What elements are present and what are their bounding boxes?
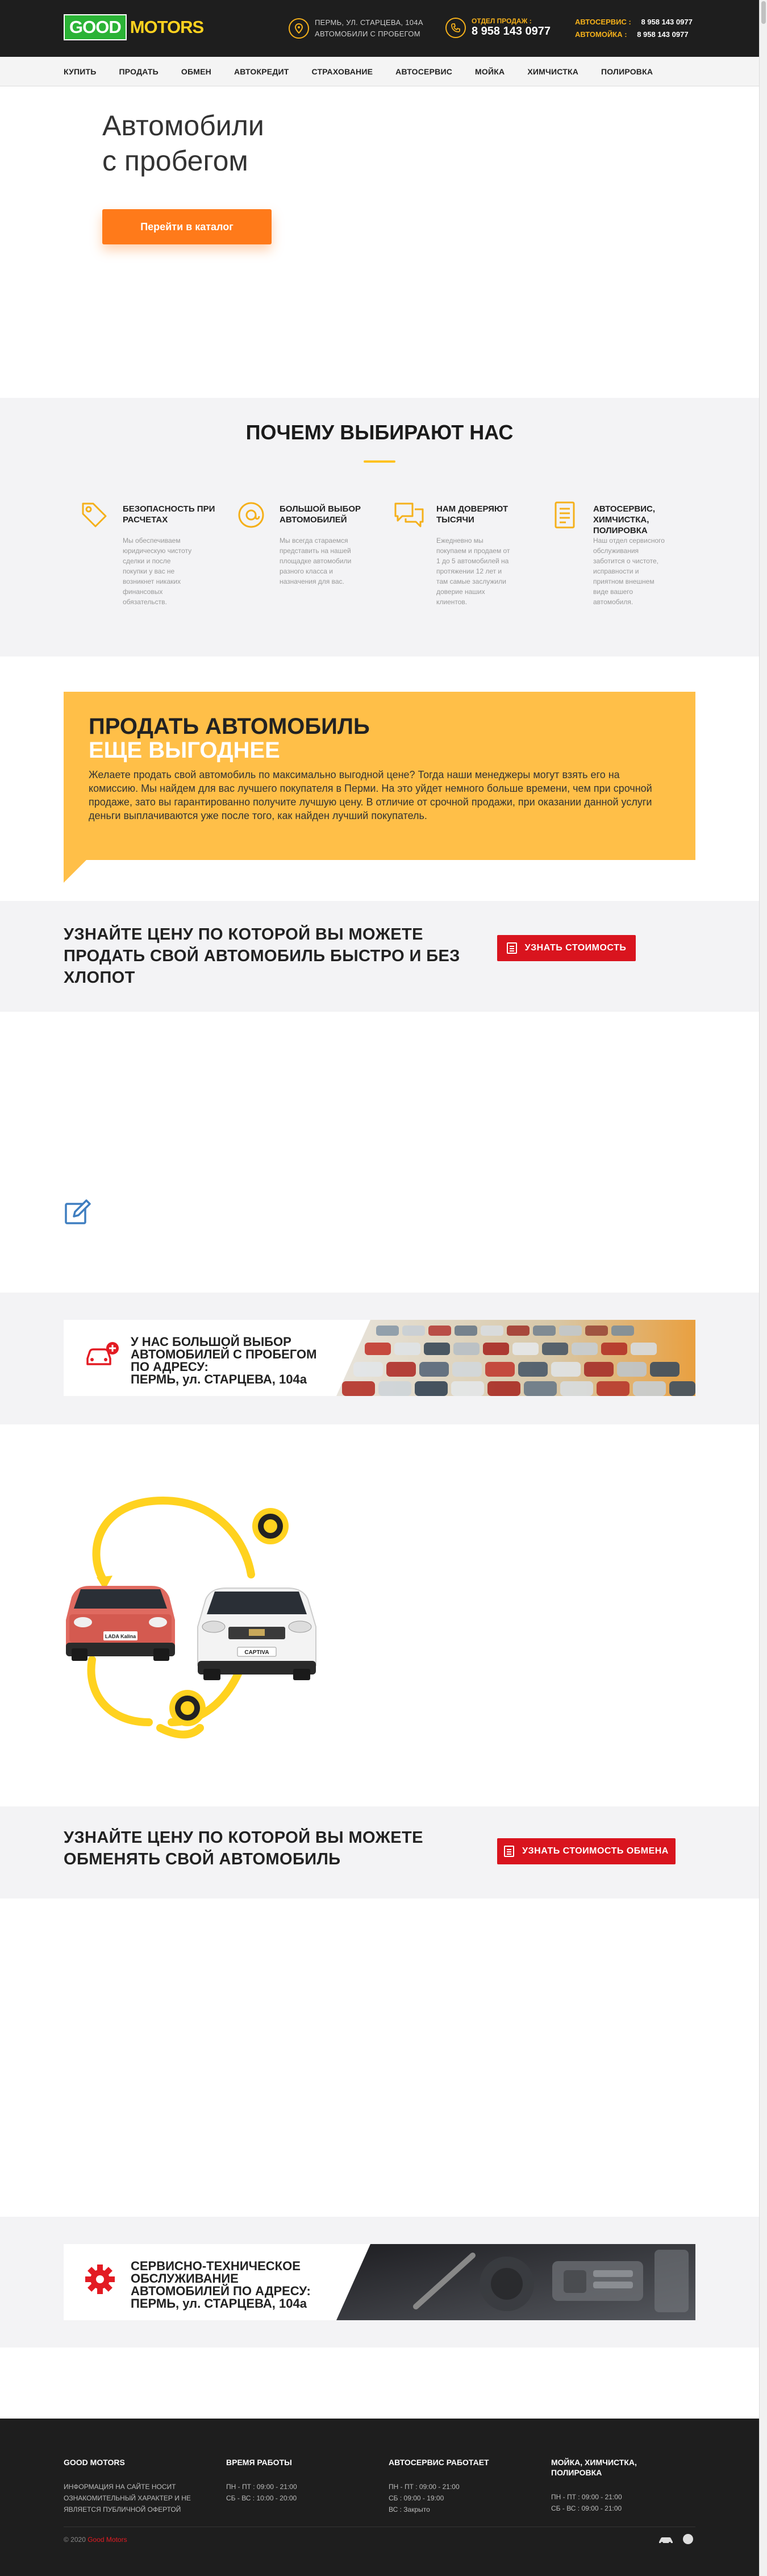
- title-underline: [364, 460, 395, 463]
- footer-col-service: [389, 2457, 531, 2515]
- feature-text: Наш отдел сервисного обслуживания заботится о чистоте, исправности и приятном внешнем виде вашего автомобиля.: [593, 537, 665, 606]
- wash-phone[interactable]: 8 958 143 0977: [637, 30, 689, 39]
- footer-col-title: ВРЕМЯ РАБОТЫ: [226, 2458, 292, 2467]
- nav-item-buy[interactable]: КУПИТЬ: [64, 67, 97, 76]
- catalog-button[interactable]: Перейти в каталог: [102, 209, 272, 244]
- hero-title-line1: Автомобили: [102, 110, 264, 142]
- service-banner-text: [131, 2260, 347, 2310]
- footer-col-title: АВТОСЕРВИС РАБОТАЕТ: [389, 2458, 489, 2467]
- choice-line1: У НАС БОЛЬШОЙ ВЫБОР: [131, 1335, 291, 1349]
- footer-col-about: [64, 2457, 206, 2515]
- feature-text: Мы обеспечиваем юридическую чистоту сделки и после покупки у вас не возникнет никаких финансовых обязательств.: [123, 537, 192, 606]
- nav-item-cleaning[interactable]: ХИМЧИСТКА: [527, 67, 579, 76]
- sell-title-main: ПРОДАТЬ АВТОМОБИЛЬ: [89, 714, 370, 739]
- feature-title: НАМ ДОВЕРЯЮТ ТЫСЯЧИ: [436, 504, 508, 525]
- footer-line: СБ - ВС : 10:00 - 20:00: [226, 2494, 297, 2502]
- header-phones: [575, 16, 693, 41]
- nav-item-wash[interactable]: МОЙКА: [475, 67, 505, 76]
- user-icon[interactable]: [683, 2534, 693, 2544]
- footer-line: СБ : 09:00 - 19:00: [389, 2494, 444, 2502]
- get-exchange-price-label: УЗНАТЬ СТОИМОСТЬ ОБМЕНА: [522, 1846, 669, 1856]
- feature-trust: [393, 500, 541, 606]
- service-line1: СЕРВИСНО-ТЕХНИЧЕСКОЕ: [131, 2259, 301, 2273]
- footer-col-title: МОЙКА, ХИМЧИСТКА, ПОЛИРОВКА: [551, 2458, 637, 2477]
- nav-item-exchange[interactable]: ОБМЕН: [181, 67, 211, 76]
- footer-line: ПН - ПТ : 09:00 - 21:00: [226, 2483, 297, 2491]
- hero-title: [102, 108, 264, 178]
- footer-col-wash: [551, 2457, 665, 2514]
- site-header: [0, 0, 759, 57]
- copyright: [64, 2536, 127, 2544]
- cta-exchange-text: УЗНАЙТЕ ЦЕНУ ПО КОТОРОЙ ВЫ МОЖЕТЕ ОБМЕНЯТЬ СВОЙ АВТОМОБИЛЬ: [64, 1829, 423, 1868]
- car-logo-icon[interactable]: [658, 2535, 674, 2547]
- header-sales: [445, 17, 551, 38]
- feature-safety: [80, 500, 227, 606]
- hero-title-line2: с пробегом: [102, 145, 248, 177]
- red-car-image: [66, 1586, 175, 1661]
- chat-icon: [393, 500, 425, 532]
- white-car-image: [198, 1588, 316, 1680]
- sales-label: ОТДЕЛ ПРОДАЖ :: [472, 17, 532, 25]
- choice-line2: АВТОМОБИЛЕЙ С ПРОБЕГОМ: [131, 1347, 317, 1361]
- feature-choice: [236, 500, 384, 603]
- address-line: ПЕРМЬ, УЛ. СТАРЦЕВА, 104А: [315, 18, 423, 27]
- main-nav: [0, 57, 759, 86]
- service-banner-section: [0, 2217, 759, 2348]
- phone-icon: [445, 18, 466, 38]
- footer-disclaimer: ИНФОРМАЦИЯ НА САЙТЕ НОСИТ ОЗНАКОМИТЕЛЬНЫЙ ХАРАКТЕР И НЕ ЯВЛЯЕТСЯ ПУБЛИЧНОЙ ОФЕРТОЙ: [64, 2483, 191, 2513]
- page-scrollbar[interactable]: [759, 0, 767, 2576]
- footer-line: ВС : Закрыто: [389, 2506, 430, 2513]
- calculator-icon: [504, 1846, 514, 1857]
- footer-col-hours: [226, 2457, 368, 2504]
- nav-item-service[interactable]: АВТОСЕРВИС: [395, 67, 453, 76]
- footer-line: СБ - ВС : 09:00 - 21:00: [551, 2504, 622, 2512]
- logo-motors: MOTORS: [130, 17, 204, 37]
- feature-text: Мы всегда стараемся представить на нашей площадке автомобили разного класса и назначения для вас.: [280, 537, 352, 585]
- at-icon: [236, 500, 268, 532]
- get-exchange-price-button[interactable]: [497, 1838, 676, 1864]
- service-line3: АВТОМОБИЛЕЙ ПО АДРЕСУ:: [131, 2284, 311, 2298]
- car-lot-photo: [336, 1320, 695, 1396]
- choice-banner-section: [0, 1293, 759, 1424]
- logo-good: GOOD: [64, 14, 127, 40]
- tag-icon: [80, 500, 111, 532]
- sales-phone[interactable]: 8 958 143 0977: [472, 25, 551, 38]
- plate-captiva: CAPTIVA: [244, 1650, 269, 1656]
- edit-icon[interactable]: [64, 1198, 92, 1227]
- logo[interactable]: [64, 14, 204, 40]
- sell-block-tail: [64, 860, 86, 883]
- car-plus-icon: [84, 1339, 118, 1371]
- why-us-title: ПОЧЕМУ ВЫБИРАЮТ НАС: [245, 421, 514, 444]
- choice-line4: ПЕРМЬ, ул. СТАРЦЕВА, 104а: [131, 1372, 307, 1386]
- sell-title: [89, 714, 370, 762]
- cta-sell-text: УЗНАЙТЕ ЦЕНУ ПО КОТОРОЙ ВЫ МОЖЕТЕ ПРОДАТЬ СВОЙ АВТОМОБИЛЬ БЫСТРО И БЕЗ ХЛОПОТ: [64, 925, 460, 987]
- service-line4: ПЕРМЬ, ул. СТАРЦЕВА, 104а: [131, 2296, 307, 2311]
- calculator-icon: [507, 942, 517, 954]
- nav-item-polish[interactable]: ПОЛИРОВКА: [601, 67, 653, 76]
- service-label: АВТОСЕРВИС :: [575, 18, 631, 26]
- feature-service: [550, 500, 698, 606]
- copyright-link[interactable]: Good Motors: [87, 2536, 127, 2544]
- gear-icon: [84, 2263, 118, 2295]
- cta-exchange-section: [0, 1806, 759, 1898]
- nav-item-credit[interactable]: АВТОКРЕДИТ: [234, 67, 289, 76]
- car-service-photo: [336, 2244, 695, 2320]
- site-footer: [0, 2419, 759, 2576]
- document-icon: [550, 500, 582, 532]
- service-line2: ОБСЛУЖИВАНИЕ: [131, 2271, 239, 2286]
- nav-item-sell[interactable]: ПРОДАТЬ: [119, 67, 159, 76]
- service-banner: [64, 2244, 695, 2320]
- footer-line: ПН - ПТ : 09:00 - 21:00: [551, 2493, 622, 2501]
- exchange-illustration: [64, 1478, 382, 1745]
- location-pin-icon: [289, 18, 309, 39]
- choice-banner: [64, 1320, 695, 1396]
- sell-block: [64, 692, 695, 860]
- sell-title-sub: ЕЩЕ ВЫГОДНЕЕ: [89, 738, 280, 763]
- footer-col-title: GOOD MOTORS: [64, 2458, 125, 2467]
- header-address: [289, 17, 423, 40]
- copyright-prefix: © 2020: [64, 2536, 86, 2544]
- feature-text: Ежедневно мы покупаем и продаем от 1 до 5 автомобилей на протяжении 12 лет и там самые заслужили доверие наших клиентов.: [436, 537, 510, 606]
- get-price-label: УЗНАТЬ СТОИМОСТЬ: [524, 943, 627, 953]
- choice-banner-text: [131, 1336, 347, 1386]
- nav-item-insurance[interactable]: СТРАХОВАНИЕ: [311, 67, 373, 76]
- address-subline: АВТОМОБИЛИ С ПРОБЕГОМ: [315, 30, 420, 38]
- feature-title: БОЛЬШОЙ ВЫБОР АВТОМОБИЛЕЙ: [280, 504, 361, 525]
- wash-label: АВТОМОЙКА :: [575, 30, 627, 39]
- sell-text: Желаете продать свой автомобиль по максимально выгодной цене? Тогда наши менеджеры могут взять его на комиссию. Мы найдем для вас лучшего покупателя в Перми. На это уйдет немного больше времени, чем при срочной продаже, зато вы гарантированно получите лучшую цену. В отличие от срочной продажи, при оказании данной услуги деньги выплачиваются уже после того, как найден лучший покупатель.: [89, 769, 652, 821]
- cta-sell-section: [0, 901, 759, 1012]
- feature-title: АВТОСЕРВИС, ХИМЧИСТКА, ПОЛИРОВКА: [593, 504, 656, 535]
- choice-line3: ПО АДРЕСУ:: [131, 1360, 209, 1374]
- footer-line: ПН - ПТ : 09:00 - 21:00: [389, 2483, 460, 2491]
- plate-lada: LADA Kalina: [105, 1634, 136, 1639]
- service-phone[interactable]: 8 958 143 0977: [641, 18, 693, 26]
- feature-title: БЕЗОПАСНОСТЬ ПРИ РАСЧЕТАХ: [123, 504, 215, 525]
- scrollbar-thumb[interactable]: [761, 1, 766, 24]
- get-price-button[interactable]: [497, 935, 636, 961]
- why-us-section: [0, 398, 759, 657]
